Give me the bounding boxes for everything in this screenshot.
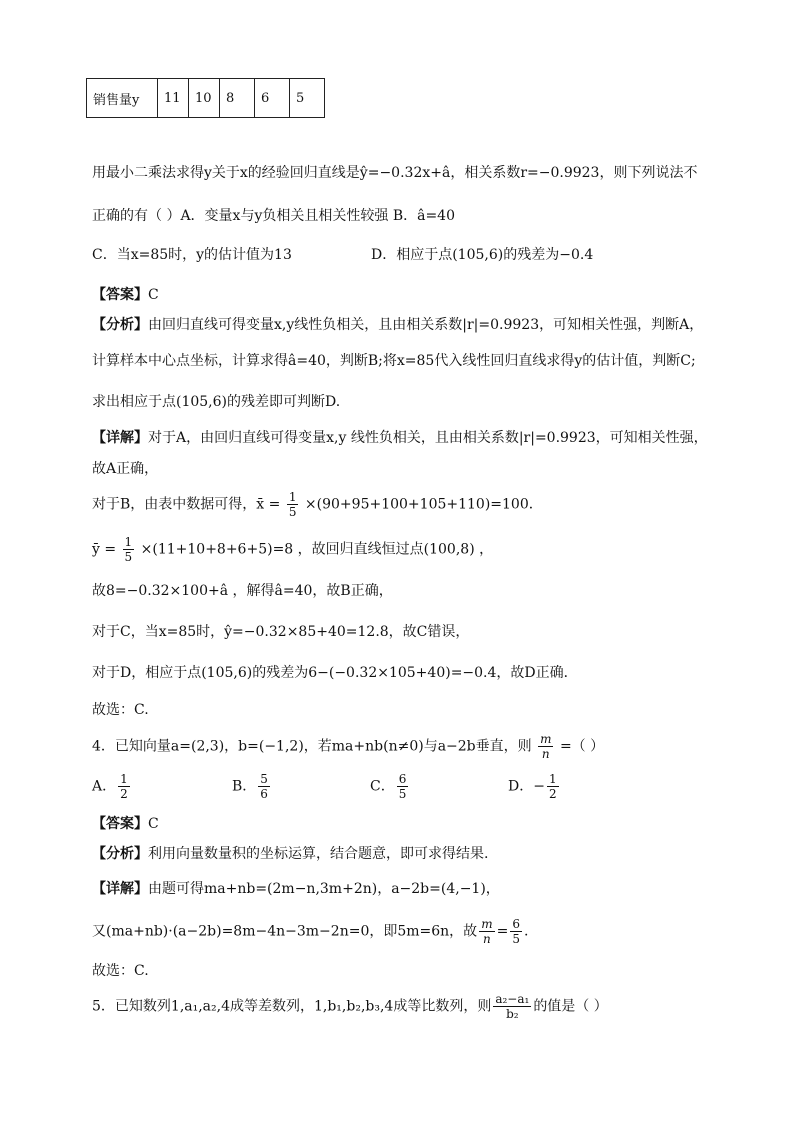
option-label: C． — [370, 778, 395, 795]
q3-choose: 故选：C. — [92, 702, 149, 718]
detail-text: ×(11+10+8+6+5)=8 ，故回归直线恒过点(100,8) ， — [140, 541, 494, 558]
q4-option-c — [370, 772, 410, 801]
fraction-six-fifths — [510, 917, 522, 946]
frac-den: 5 — [512, 932, 520, 946]
detail-text: 由题可得ma+nb=(2m−n,3m+2n)，a−2b=(4,−1)， — [148, 881, 500, 897]
q4-answer — [92, 813, 159, 833]
frac-den: 5 — [288, 505, 297, 519]
analysis-text: 由回归直线可得变量x,y线性负相关，且由相关系数|r|=0.9923，可知相关性强，判断A， — [148, 317, 704, 333]
frac-num: 6 — [512, 917, 520, 931]
q3-detail-line1 — [92, 427, 708, 447]
q4-choose: 故选：C. — [92, 963, 149, 979]
answer-tag: 【答案】 — [92, 287, 148, 303]
answer-tag: 【答案】 — [92, 816, 148, 832]
q4-stem-text: 4．已知向量a=(2,3)，b=(−1,2)，若ma+nb(n≠0)与a−2b垂直，则 — [92, 738, 532, 755]
detail-text: 又(ma+nb)·(a−2b)=8m−4n−3m−2n=0，即5m=6n，故 — [92, 923, 478, 940]
q3-analysis-line1 — [92, 314, 703, 334]
frac-den: 5 — [124, 550, 133, 564]
table-cell: 8 — [220, 79, 255, 118]
frac-num: 1 — [124, 535, 133, 549]
sales-table — [86, 78, 325, 118]
q3-stem-line1: 用最小二乘法求得y关于x的经验回归直线是ŷ=−0.32x+â，相关系数r=−0.9923，则下列说法不 — [92, 165, 698, 181]
detail-text: = — [496, 923, 509, 940]
frac-den: 2 — [548, 787, 557, 801]
frac-den: 2 — [120, 787, 128, 801]
table-cell: 6 — [255, 79, 290, 118]
option-fraction — [118, 772, 130, 801]
frac-den: n — [541, 747, 550, 761]
fraction-one-fifth — [123, 535, 135, 564]
detail-text: ȳ = — [92, 541, 117, 558]
analysis-text: 利用向量数量积的坐标运算，结合题意，即可求得结果. — [148, 846, 489, 862]
detail-text: ×(90+95+100+105+110)=100． — [304, 496, 543, 513]
option-label: A． — [92, 778, 117, 795]
fraction-m-over-n — [479, 917, 494, 946]
option-fraction — [258, 772, 270, 801]
q4-analysis — [92, 843, 488, 863]
period: . — [523, 923, 529, 940]
table-cell: 10 — [189, 79, 220, 118]
table-cell: 11 — [158, 79, 189, 118]
detail-tag: 【详解】 — [92, 881, 148, 897]
detail-text: 对于B，由表中数据可得，x̄ = — [92, 496, 281, 513]
option-fraction — [397, 772, 409, 801]
table-cell: 5 — [290, 79, 325, 118]
q4-option-d — [508, 772, 561, 801]
option-sign: − — [533, 778, 545, 795]
q4-option-a — [92, 772, 132, 801]
q3-detail-line6: 对于C，当x=85时，ŷ=−0.32×85+40=12.8，故C错误， — [92, 624, 470, 640]
q3-option-d: D．相应于点(105,6)的残差为−0.4 — [371, 247, 594, 263]
frac-den: n — [483, 932, 491, 946]
detail-text: 对于A，由回归直线可得变量x,y 线性负相关，且由相关系数|r|=0.9923，可知相关性强， — [148, 430, 708, 446]
frac-num: 6 — [398, 772, 407, 786]
q3-detail-line5: 故8=−0.32×100+â ，解得â=40，故B正确， — [92, 583, 393, 599]
answer-value: C — [148, 816, 159, 832]
q5-stem-text: 的值是（ ） — [533, 998, 608, 1015]
frac-den: b₂ — [506, 1007, 519, 1021]
frac-num: 1 — [120, 772, 128, 786]
fraction-m-over-n — [538, 732, 553, 761]
frac-num: 1 — [288, 490, 297, 504]
q3-stem-line2: 正确的有（ ）A．变量x与y负相关且相关性较强 B．â=40 — [92, 208, 455, 224]
analysis-tag: 【分析】 — [92, 846, 148, 862]
fraction-one-fifth — [287, 490, 299, 519]
option-label: D． — [508, 778, 534, 795]
q3-detail-line2: 故A正确， — [92, 461, 159, 477]
option-label: B． — [232, 778, 257, 795]
table-header-cell: 销售量y — [87, 79, 158, 118]
q3-option-c: C．当x=85时，y的估计值为13 — [92, 247, 292, 263]
frac-den: 5 — [398, 787, 407, 801]
q5-stem-text: 5．已知数列1,a₁,a₂,4成等差数列，1,b₁,b₂,b₃,4成等比数列，则 — [92, 998, 492, 1015]
analysis-tag: 【分析】 — [92, 317, 148, 333]
q3-detail-line4 — [92, 535, 493, 564]
answer-value: C — [148, 287, 159, 303]
q4-option-b — [232, 772, 272, 801]
frac-num: m — [481, 917, 493, 931]
frac-num: a₂−a₁ — [495, 992, 530, 1006]
frac-num: 1 — [548, 772, 557, 786]
table-row — [87, 79, 325, 118]
q4-stem-text: =（ ） — [559, 738, 605, 755]
q3-analysis-line2: 计算样本中心点坐标，计算求得â=40，判断B;将x=85代入线性回归直线求得y的估计值，判断C; — [92, 353, 696, 369]
q3-answer — [92, 284, 159, 304]
frac-den: 6 — [260, 787, 268, 801]
fraction-a-over-b — [493, 992, 531, 1021]
q4-detail-line1 — [92, 878, 500, 898]
q4-detail-line2 — [92, 917, 528, 946]
q3-analysis-line3: 求出相应于点(105,6)的残差即可判断D. — [92, 394, 341, 410]
q3-detail-line7: 对于D，相应于点(105,6)的残差为6−(−0.32×105+40)=−0.4，故D正确． — [92, 665, 578, 681]
detail-tag: 【详解】 — [92, 430, 148, 446]
q5-stem — [92, 992, 608, 1021]
option-fraction — [547, 772, 559, 801]
frac-num: m — [540, 732, 552, 746]
q3-detail-line3 — [92, 490, 543, 519]
frac-num: 5 — [260, 772, 268, 786]
q4-stem — [92, 732, 604, 761]
